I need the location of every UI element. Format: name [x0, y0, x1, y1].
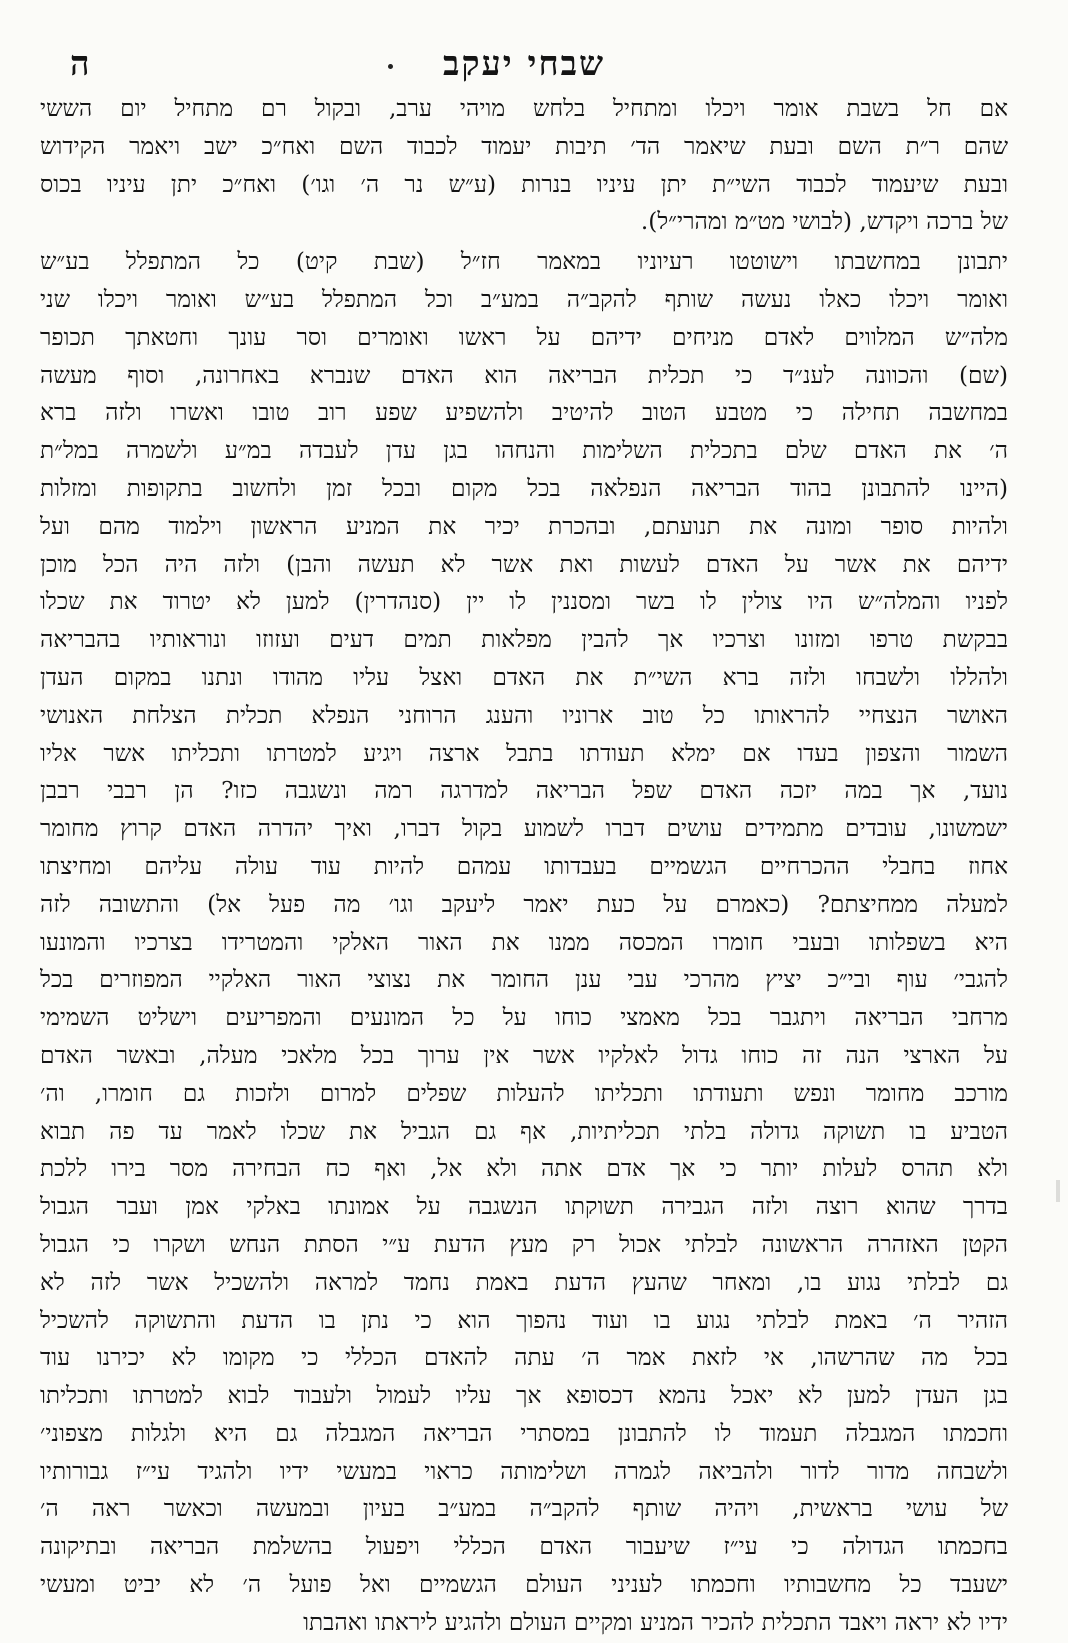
- text-line: הטביע בו תשוקה גדולה בלתי תכליתיות, אף גם הגביל את שכלו לאמר עד פה תבוא: [40, 1117, 1008, 1145]
- text-line: ישעבד כל מחשבותיו וחכמתו לעניני העולם הגשמיים ואל פועל ה׳ לא יביט ומעשי: [40, 1571, 1008, 1599]
- text-line: להגבי׳ עוף ובי״כ יציץ מהרכי עבי ענן החומר את נצוצי האור האלקיי המפוזרים בכל: [40, 966, 1008, 994]
- text-line: שהם ר״ת השם ובעת שיאמר הד׳ תיבות יעמוד לכבוד השם ואח״כ ישב ויאמר הקידוש: [40, 132, 1008, 160]
- text-line: היא בשפלותו ובעבי חומרו המכסה ממנו את האור האלקי והמטרידו בצרכיו והמונעו: [40, 928, 1008, 956]
- text-line: הקטן האזהרה הראשונה לבלתי אכול רק מעץ הדעת ע״י הסתת הנחש ושקרו כי הגבול: [40, 1230, 1008, 1258]
- text-line: ידיו לא יראה ויאבד התכלית להכיר המניע ומקיים העולם ולהגיע ליראתו ואהבתו: [303, 1608, 1008, 1636]
- text-line: גם לבלתי נגוע בו, ומאחר שהעץ הדעת באמת נחמד למראה ולהשכיל אשר לזה לא: [40, 1268, 1008, 1296]
- text-line: ה׳ את האדם שלם בתכלית השלימות והנחהו בגן עדן לעבדה במ״ע ולשמרה במל״ת: [40, 437, 1008, 465]
- text-line: ולהללו ולשבחו ולזה ברא השי״ת את האדם ואצל עליו מהודו ונתנו במקום העדן: [40, 663, 1008, 691]
- text-line: לפניו והמלה״ש היו צולין לו בשר ומסננין לו יין (סנהדרין) למען לא יטרוד את שכלו: [40, 588, 1008, 616]
- text-line: בכל מה שהרשהו, אי לזאת אמר ה׳ עתה להאדם הכללי כי מקומו לא יכירנו עוד: [40, 1344, 1008, 1372]
- text-line: מרחבי הבריאה ויתגבר בכל מאמצי כוחו על כל המונעים והמפריעים וישליט השמימי: [40, 1004, 1008, 1032]
- paragraph-1: [40, 90, 1008, 241]
- text-line: ובעת שיעמוד לכבוד השי״ת יתן עיניו בנרות (ע״ש נר ה׳ וגו׳) ואח״כ יתן עיניו בכוס: [40, 170, 1008, 198]
- text-line: של ברכה ויקדש, (לבושי מט״מ ומהרי״ל).: [640, 208, 1008, 236]
- text-line: למעלה ממחיצתם? (כאמרם על כעת יאמר ליעקב וגו׳ מה פעל אל) והתשובה לזה: [40, 890, 1008, 918]
- text-line: ולשבחה מדור לדור ולהביאה לגמרה ושלימותה כראוי במעשי ידיו ולהגיד עי״ז גבורותיו: [40, 1457, 1008, 1485]
- text-line: בחכמתו הגדולה כי עי״ז שיעבור האדם הכללי ויפעול בהשלמת הבריאה ובתיקונה: [40, 1533, 1008, 1561]
- text-line: יתבונן במחשבתו וישוטטו רעיוניו במאמר חז״ל (שבת קיט) כל המתפלל בע״ש: [40, 248, 1008, 276]
- page-number: ה: [70, 44, 90, 84]
- text-line: בגן העדן למען לא יאכל נהמא דכסופא אך עליו לעמול ולעבוד לבוא למטרתו ותכליתו: [40, 1382, 1008, 1410]
- text-line: אחוז בחבלי ההכרחיים הגשמיים בעבדותו עמהם להיות עוד עולה עליהם ומחיצתו: [40, 852, 1008, 880]
- text-line: וחכמתו המגבלה תעמוד לו להתבונן במסתרי הבריאה המגבלה גם היא ולגלות מצפוני׳: [40, 1419, 1008, 1447]
- text-line: נועד, אך במה יזכה האדם שפל הבריאה למדרגה רמה ונשגבה כזו? הן רבבי רבבן: [40, 777, 1008, 805]
- text-line: מורכב מחומר ונפש ותעודתו ותכליתו להעלות שפלים למרום ולזכות גם חומרו, וה׳: [40, 1079, 1008, 1107]
- text-line: במחשבה תחילה כי מטבע הטוב להיטיב ולהשפיע שפע רוב טובו ואשרו ולזה ברא: [40, 399, 1008, 427]
- text-line: (שם) והכוונה לענ״ד כי תכלית הבריאה הוא האדם שנברא באחרונה, וסוף מעשה: [40, 361, 1008, 389]
- text-line: בבקשת טרפו ומזונו וצרכיו אך להבין מפלאות תמים דעים ועזוזו ונוראותיו בהבריאה: [40, 626, 1008, 654]
- paragraph-2: [40, 243, 1008, 1641]
- text-line: ולא תהרס לעלות יותר כי אך אדם אתה ולא אל, ואף כח הבחירה מסר בירו ללכת: [40, 1155, 1008, 1183]
- text-line: אם חל בשבת אומר ויכלו ומתחיל בלחש מויהי ערב, ובקול רם מתחיל יום הששי: [40, 95, 1008, 122]
- text-line: ולהיות סופר ומונה את תנועתם, ובהכרת יכיר את המניע הראשון וילמוד מהם ועל: [40, 512, 1008, 540]
- scan-edge-mark: [1056, 1180, 1060, 1202]
- body-text: [40, 90, 1008, 1642]
- text-line: בדרך שהוא רוצה ולזה הגבירה תשוקתו הנשגבה על אמונתו באלקי אמן ועבר הגבול: [40, 1193, 1008, 1221]
- text-line: הזהיר ה׳ באמת לבלתי נגוע בו ועוד נהפוך הוא כי נתן בו הדעת והתשוקה להשכיל: [40, 1306, 1008, 1334]
- text-line: ישמשונו, עובדים מתמידים עושים דברו לשמוע בקול דברו, ואיך יהדרה האדם קרוץ מחומר: [40, 815, 1008, 843]
- text-line: (היינו להתבונן בהוד הבריאה הנפלאה בכל מקום ובכל זמן ולחשוב בתקופות ומזלות: [40, 474, 1008, 502]
- text-line: ואומר ויכלו כאלו נעשה שותף להקב״ה במע״ב וכל המתפלל בע״ש ואומר ויכלו שני: [40, 285, 1008, 313]
- text-line: על הארצי הנה זה כוחו גדול לאלקיו אשר אין ערוך בכל מלאכי מעלה, ובאשר האדם: [40, 1041, 1008, 1069]
- running-header: [40, 44, 1008, 90]
- text-line: האושר הנצחיי להראותו כל טוב ארוניו והענג הרוחני הנפלא תכלית הצלחת האנושי: [40, 701, 1008, 729]
- text-line: השמור והצפון בעדו אם ימלא תעודתו בתבל ארצה ויגיע למטרתו ותכליתו אשר אליו: [40, 739, 1008, 767]
- text-line: של עושי בראשית, ויהיה שותף להקב״ה במע״ב בעיון ובמעשה וכאשר ראה ה׳: [40, 1495, 1008, 1523]
- text-line: ידיהם את אשר על האדם לעשות ואת אשר לא תעשה והבן) ולזה היה הכל מוכן: [40, 550, 1008, 578]
- running-title: שבחי יעקב: [442, 44, 606, 84]
- text-line: מלה״ש המלווים לאדם מניחים ידיהם על ראשו ואומרים וסר עונך וחטאתך תכופר: [40, 323, 1008, 351]
